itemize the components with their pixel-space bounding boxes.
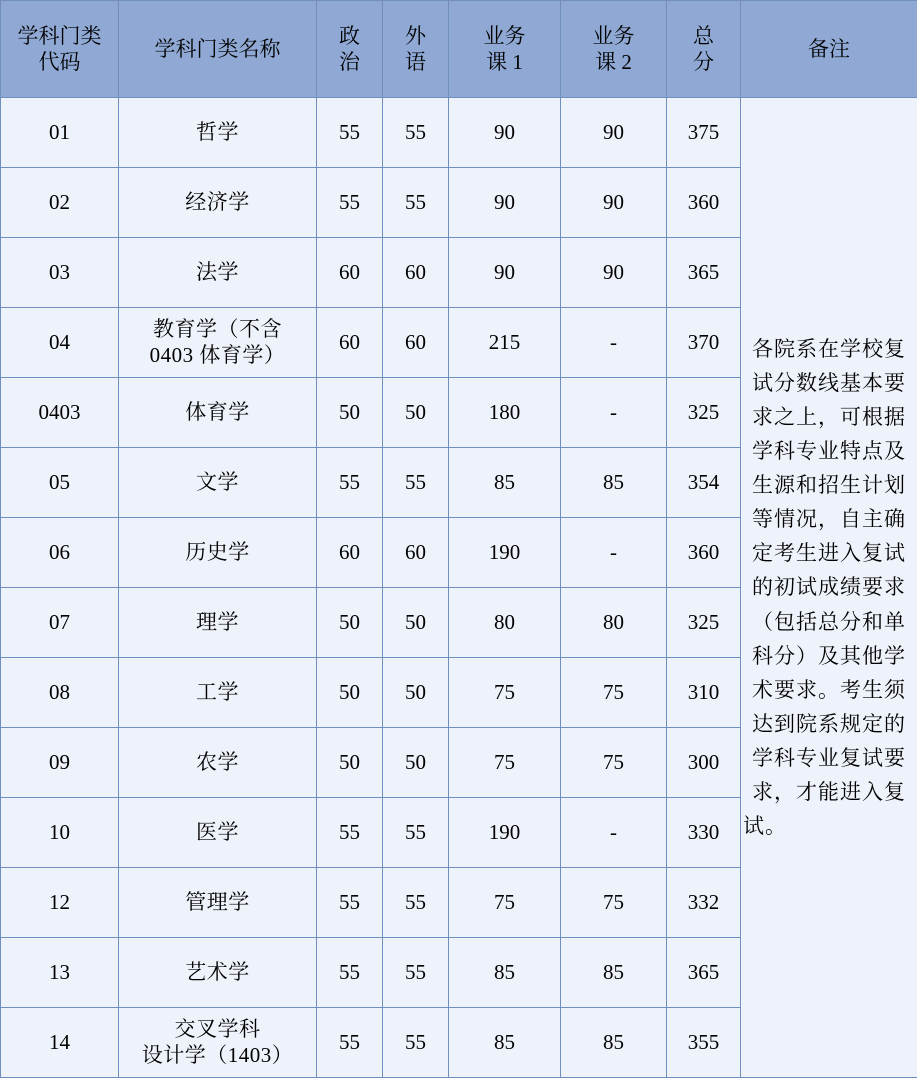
cell-major1: 90 [449, 168, 561, 238]
cell-total: 310 [667, 658, 741, 728]
cell-foreign: 50 [383, 728, 449, 798]
cell-total: 365 [667, 238, 741, 308]
cell-foreign: 55 [383, 868, 449, 938]
cell-name-line1: 文学 [196, 470, 239, 494]
cell-name-line1: 历史学 [185, 540, 250, 564]
cell-major1: 190 [449, 798, 561, 868]
cell-name-line1: 交叉学科 [121, 1017, 314, 1043]
cell-major2: 90 [561, 98, 667, 168]
cell-politics: 60 [317, 518, 383, 588]
cell-total: 332 [667, 868, 741, 938]
cell-name [119, 308, 317, 378]
cell-name [119, 938, 317, 1008]
cell-major2: - [561, 518, 667, 588]
cell-code: 07 [1, 588, 119, 658]
header-total-score [667, 1, 741, 98]
cell-total: 375 [667, 98, 741, 168]
cell-major1: 85 [449, 1008, 561, 1078]
cell-foreign: 50 [383, 658, 449, 728]
cell-politics: 50 [317, 728, 383, 798]
cell-major2: - [561, 378, 667, 448]
cell-major2: 75 [561, 728, 667, 798]
cell-politics: 60 [317, 238, 383, 308]
header-total-score-line2: 分 [669, 49, 738, 75]
cell-major2: 75 [561, 658, 667, 728]
cell-foreign: 55 [383, 168, 449, 238]
cell-foreign: 55 [383, 938, 449, 1008]
cell-name [119, 168, 317, 238]
cell-name-line1: 体育学 [185, 400, 250, 424]
cell-remark: 各院系在学校复试分数线基本要求之上，可根据学科专业特点及生源和招生计划等情况，自主确定考生进入复试的初试成绩要求（包括总分和单科分）及其他学术要求。考生须达到院系规定的学科专业复试要求，才能进入复试。 [741, 98, 917, 1078]
table-body [1, 98, 917, 1078]
cell-total: 370 [667, 308, 741, 378]
cell-total: 300 [667, 728, 741, 798]
cell-major2: 90 [561, 238, 667, 308]
cell-major1: 215 [449, 308, 561, 378]
cell-major1: 90 [449, 238, 561, 308]
header-discipline-name-line1: 学科门类名称 [121, 36, 314, 62]
cell-name [119, 518, 317, 588]
cell-code: 03 [1, 238, 119, 308]
header-major-course-2-line1: 业务 [563, 23, 664, 49]
cell-code: 08 [1, 658, 119, 728]
cell-major1: 80 [449, 588, 561, 658]
cell-major1: 75 [449, 868, 561, 938]
header-politics [317, 1, 383, 98]
cell-foreign: 60 [383, 308, 449, 378]
cell-name-line1: 工学 [196, 680, 239, 704]
cell-major2: - [561, 798, 667, 868]
cell-name [119, 378, 317, 448]
cell-name [119, 798, 317, 868]
cell-major2: 85 [561, 938, 667, 1008]
cell-name-line1: 管理学 [185, 890, 250, 914]
cell-name-line1: 医学 [196, 820, 239, 844]
cell-major1: 75 [449, 728, 561, 798]
cell-total: 325 [667, 588, 741, 658]
cell-total: 360 [667, 168, 741, 238]
cell-code: 12 [1, 868, 119, 938]
cell-name-line1: 经济学 [185, 190, 250, 214]
cell-foreign: 60 [383, 238, 449, 308]
table-header [1, 1, 917, 98]
cell-total: 325 [667, 378, 741, 448]
header-foreign-language [383, 1, 449, 98]
cell-foreign: 50 [383, 378, 449, 448]
cell-code: 02 [1, 168, 119, 238]
header-remark [741, 1, 917, 98]
cell-foreign: 50 [383, 588, 449, 658]
header-remark-line1: 备注 [743, 36, 915, 62]
cell-politics: 50 [317, 658, 383, 728]
cell-name-line2: 设计学（1403） [121, 1043, 314, 1069]
cell-major1: 85 [449, 448, 561, 518]
cell-major2: 85 [561, 448, 667, 518]
cell-name [119, 588, 317, 658]
cell-foreign: 60 [383, 518, 449, 588]
header-politics-line2: 治 [319, 49, 380, 75]
cell-total: 360 [667, 518, 741, 588]
header-major-course-1 [449, 1, 561, 98]
cell-politics: 55 [317, 98, 383, 168]
cell-politics: 55 [317, 798, 383, 868]
cell-name-line1: 法学 [196, 260, 239, 284]
header-major-course-2 [561, 1, 667, 98]
cell-total: 365 [667, 938, 741, 1008]
cell-code: 10 [1, 798, 119, 868]
cell-total: 355 [667, 1008, 741, 1078]
cell-name [119, 238, 317, 308]
cell-major2: 80 [561, 588, 667, 658]
cell-code: 05 [1, 448, 119, 518]
cell-politics: 55 [317, 448, 383, 518]
cell-name-line1: 艺术学 [185, 960, 250, 984]
cell-major2: - [561, 308, 667, 378]
cell-politics: 50 [317, 588, 383, 658]
cell-code: 0403 [1, 378, 119, 448]
cell-foreign: 55 [383, 798, 449, 868]
cell-major2: 85 [561, 1008, 667, 1078]
cell-politics: 50 [317, 378, 383, 448]
header-discipline-code-line2: 代码 [3, 49, 116, 75]
cell-politics: 55 [317, 938, 383, 1008]
cell-name-line1: 哲学 [196, 120, 239, 144]
cell-politics: 55 [317, 168, 383, 238]
header-discipline-code-line1: 学科门类 [3, 23, 116, 49]
cell-name-line1: 农学 [196, 750, 239, 774]
cell-total: 330 [667, 798, 741, 868]
cell-code: 04 [1, 308, 119, 378]
header-politics-line1: 政 [319, 23, 380, 49]
cell-name [119, 728, 317, 798]
cell-name [119, 658, 317, 728]
cell-major2: 90 [561, 168, 667, 238]
cell-code: 06 [1, 518, 119, 588]
cell-major1: 90 [449, 98, 561, 168]
cell-code: 01 [1, 98, 119, 168]
cell-name-line1: 教育学（不含 [121, 317, 314, 343]
header-major-course-2-line2: 课 2 [563, 49, 664, 75]
header-major-course-1-line2: 课 1 [451, 49, 558, 75]
cell-code: 13 [1, 938, 119, 1008]
cell-politics: 55 [317, 1008, 383, 1078]
cell-politics: 55 [317, 868, 383, 938]
cell-major1: 85 [449, 938, 561, 1008]
table-header-row [1, 1, 917, 98]
table-row [1, 98, 917, 168]
header-major-course-1-line1: 业务 [451, 23, 558, 49]
cell-code: 14 [1, 1008, 119, 1078]
header-discipline-code [1, 1, 119, 98]
header-discipline-name [119, 1, 317, 98]
header-foreign-language-line1: 外 [385, 23, 446, 49]
header-foreign-language-line2: 语 [385, 49, 446, 75]
cell-name-line2: 0403 体育学） [121, 343, 314, 369]
cell-name-line1: 理学 [196, 610, 239, 634]
cell-foreign: 55 [383, 1008, 449, 1078]
cell-major1: 75 [449, 658, 561, 728]
cell-name [119, 448, 317, 518]
header-total-score-line1: 总 [669, 23, 738, 49]
cell-foreign: 55 [383, 98, 449, 168]
cell-major1: 180 [449, 378, 561, 448]
cell-major2: 75 [561, 868, 667, 938]
cell-name [119, 98, 317, 168]
cell-foreign: 55 [383, 448, 449, 518]
cell-total: 354 [667, 448, 741, 518]
cell-major1: 190 [449, 518, 561, 588]
cell-name [119, 1008, 317, 1078]
cell-politics: 60 [317, 308, 383, 378]
cell-code: 09 [1, 728, 119, 798]
cell-name [119, 868, 317, 938]
